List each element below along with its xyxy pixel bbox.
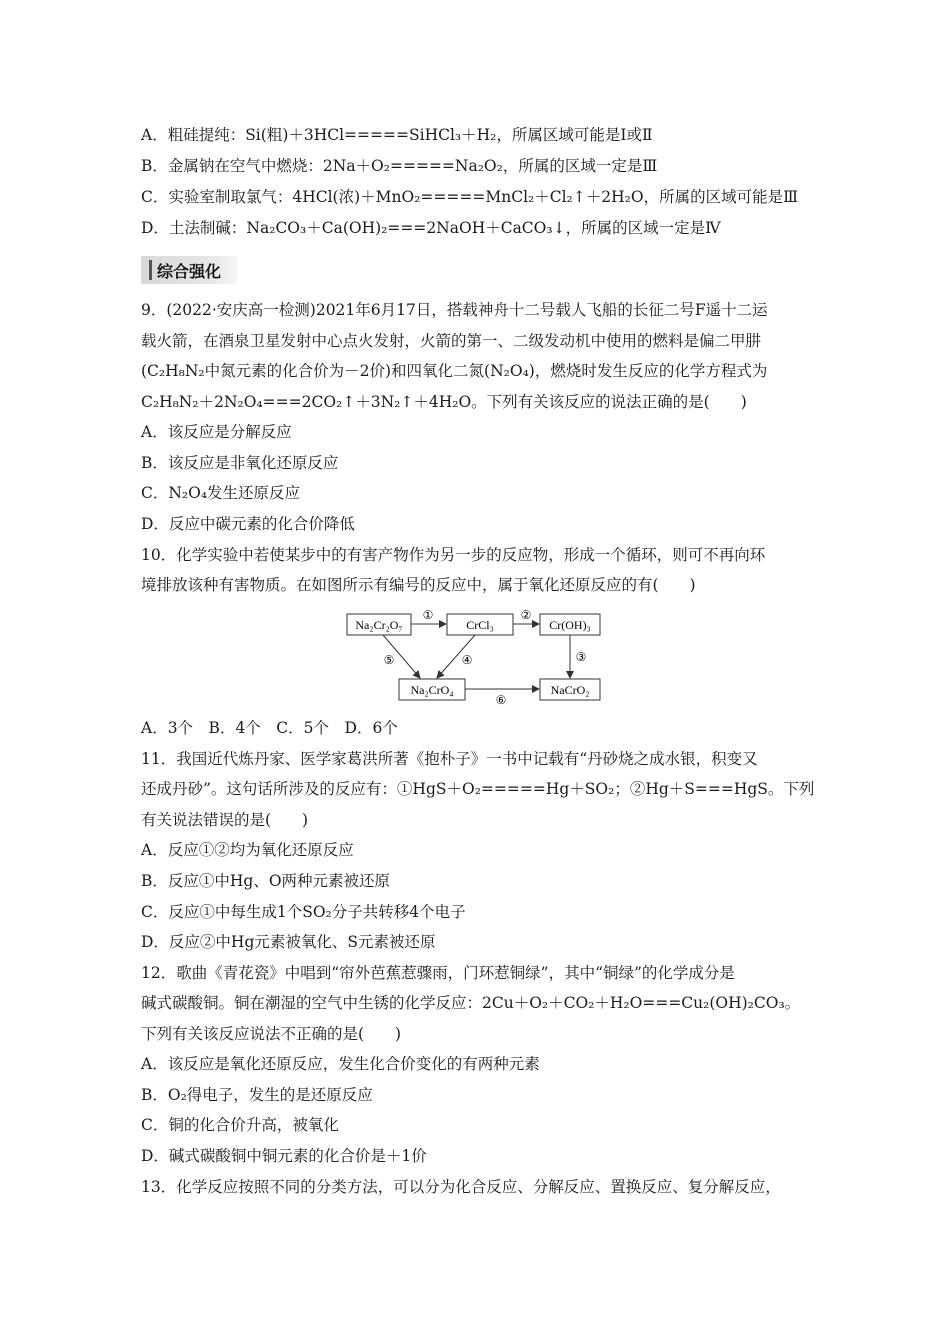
q9-option-c: C．N₂O₄发生还原反应 [141, 484, 301, 502]
q12-option-b: B．O₂得电子，发生的是还原反应 [141, 1086, 373, 1104]
label-reaction-6: ⑥ [495, 693, 507, 705]
label-reaction-4: ④ [461, 653, 473, 667]
q11-stem-line: 11．我国近代炼丹家、医学家葛洪所著《抱朴子》一书中记载有“丹砂烧之成水银，积变又 [141, 750, 758, 768]
q8-option-c: C．实验室制取氯气：4HCl(浓)＋MnO₂=====MnCl₂＋Cl₂↑＋2H₂O，所属的区域可能是Ⅲ [141, 188, 799, 206]
section-header-bar [149, 260, 152, 280]
label-reaction-3: ③ [575, 650, 587, 664]
q8-option-a: A．粗硅提纯：Si(粗)＋3HCl=====SiHCl₃＋H₂，所属区域可能是Ⅰ或Ⅱ [141, 126, 653, 144]
q11-option-d: D．反应②中Hg元素被氧化、S元素被还原 [141, 933, 436, 951]
q12-stem-line: 12．歌曲《青花瓷》中唱到“帘外芭蕉惹骤雨，门环惹铜绿”，其中“铜绿”的化学成分是 [141, 964, 735, 982]
q9-option-b: B．该反应是非氧化还原反应 [141, 454, 339, 472]
chromium-cycle-diagram [340, 605, 610, 705]
label-reaction-2: ② [520, 608, 532, 622]
q11-stem-line: 有关说法错误的是( ) [141, 811, 309, 829]
q12-stem-line: 碱式碳酸铜。铜在潮湿的空气中生锈的化学反应：2Cu＋O₂＋CO₂＋H₂O===Cu₂(OH)₂CO₃。 [141, 994, 801, 1012]
section-header [141, 256, 237, 284]
q9-option-d: D．反应中碳元素的化合价降低 [141, 515, 355, 533]
q12-stem-line: 下列有关该反应说法不正确的是( ) [141, 1025, 402, 1043]
section-title: 综合强化 [157, 262, 222, 281]
node-na2cro4: Na₂CrO₄ [410, 683, 454, 697]
label-reaction-1: ① [422, 608, 434, 622]
node-nacro2: NaCrO₂ [550, 683, 590, 697]
node-croh3: Cr(OH)₃ [549, 618, 591, 632]
node-na2cr2o7: Na₂Cr₂O₇ [355, 618, 403, 632]
q11-option-a: A．反应①②均为氧化还原反应 [141, 841, 354, 859]
q12-option-c: C．铜的化合价升高，被氧化 [141, 1116, 339, 1134]
q12-option-d: D．碱式碳酸铜中铜元素的化合价是＋1价 [141, 1147, 427, 1165]
q9-stem-line: 9．(2022·安庆高一检测)2021年6月17日，搭载神舟十二号载人飞船的长征二号F遥十二运 [141, 301, 768, 319]
q11-stem-line: 还成丹砂”。这句话所涉及的反应有：①HgS＋O₂=====Hg＋SO₂；②Hg＋S===HgS。下列 [141, 780, 815, 798]
q13-stem-line: 13．化学反应按照不同的分类方法，可以分为化合反应、分解反应、置换反应、复分解反应， [141, 1178, 781, 1196]
q12-option-a: A．该反应是氧化还原反应，发生化合价变化的有两种元素 [141, 1055, 540, 1073]
q10-stem-line: 境排放该种有害物质。在如图所示有编号的反应中，属于氧化还原反应的有( ) [141, 576, 696, 594]
q11-option-c: C．反应①中每生成1个SO₂分子共转移4个电子 [141, 903, 466, 921]
q8-option-d: D．土法制碱：Na₂CO₃＋Ca(OH)₂===2NaOH＋CaCO₃↓，所属的区域一定是Ⅳ [141, 219, 721, 237]
q10-stem-line: 10．化学实验中若使某步中的有害产物作为另一步的反应物，形成一个循环，则可不再向环 [141, 546, 766, 564]
q9-stem-line: 载火箭，在酒泉卫星发射中心点火发射，火箭的第一、二级发动机中使用的燃料是偏二甲肼 [141, 332, 762, 350]
q11-option-b: B．反应①中Hg、O两种元素被还原 [141, 872, 391, 890]
q10-options: A．3个 B．4个 C．5个 D．6个 [141, 719, 398, 737]
node-crcl3: CrCl₃ [466, 618, 494, 632]
label-reaction-5: ⑤ [383, 653, 395, 667]
q9-option-a: A．该反应是分解反应 [141, 423, 292, 441]
q9-stem-line: C₂H₈N₂＋2N₂O₄===2CO₂↑＋3N₂↑＋4H₂O。下列有关该反应的说法正确的是( ) [141, 393, 747, 411]
q8-option-b: B．金属钠在空气中燃烧：2Na＋O₂=====Na₂O₂，所属的区域一定是Ⅲ [141, 157, 658, 175]
q9-stem-line: (C₂H₈N₂中氮元素的化合价为－2价)和四氧化二氮(N₂O₄)，燃烧时发生反应的化学方程式为 [141, 362, 768, 380]
